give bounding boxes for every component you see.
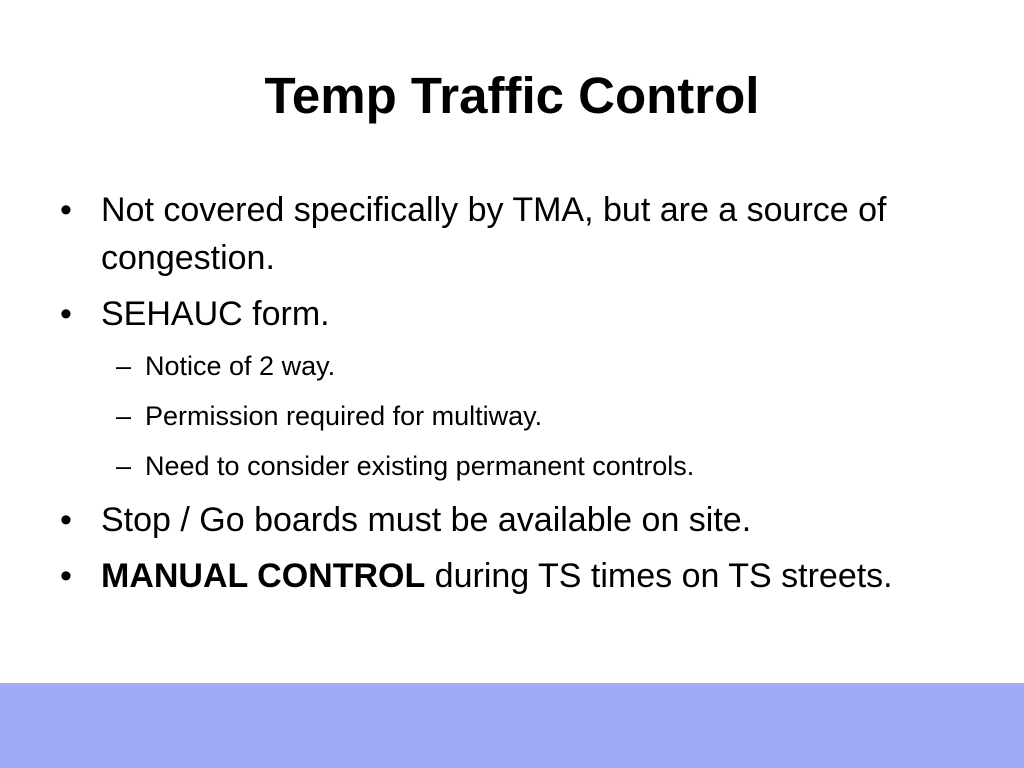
bullet-text: during TS times on TS streets. [425,557,893,595]
bullet-text: Not covered specifically by TMA, but are a source of congestion. [101,191,887,277]
bullet-item [56,552,936,600]
slide-title: Temp Traffic Control [264,67,760,124]
sub-bullet-item [56,346,936,386]
sub-bullet-item [56,446,936,486]
sub-bullet-text: Need to consider existing permanent controls. [145,451,695,481]
bullet-emphasis: MANUAL CONTROL [101,557,426,595]
sub-bullet-text: Permission required for multiway. [145,401,543,431]
bullet-item [56,496,936,544]
sub-bullet-marker: – [116,451,132,481]
bullet-text: SEHAUC form. [101,295,330,333]
footer-band [0,683,1024,768]
bullet-item [56,290,936,338]
bullet-item [56,186,936,282]
bullet-marker: • [60,501,72,539]
sub-bullet-marker: – [116,351,132,381]
slide-body [56,186,936,608]
bullet-text: Stop / Go boards must be available on site. [101,501,752,539]
bullet-marker: • [60,557,72,595]
sub-bullet-item [56,396,936,436]
sub-bullet-text: Notice of 2 way. [145,351,336,381]
sub-bullet-marker: – [116,401,132,431]
bullet-marker: • [60,295,72,333]
bullet-marker: • [60,191,72,229]
